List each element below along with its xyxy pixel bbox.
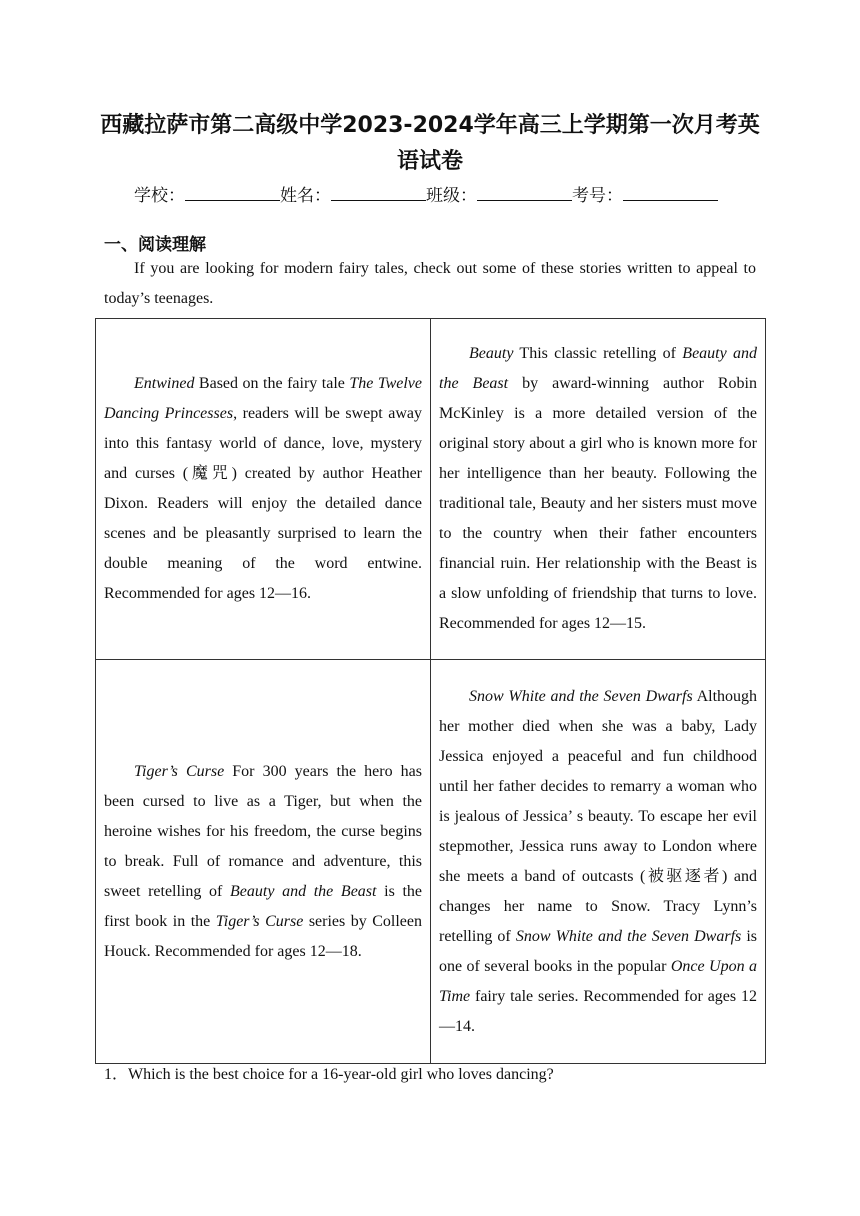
story-body-text: , readers will be swept away into this fantasy world of dance, love, mystery and curses (魔咒) created by author Heather Dixon. Readers will enjoy the detailed dance scenes and be pleasantly surprised to learn the double meaning of the word entwine. Recommended for ages 12—16. xyxy=(104,405,423,602)
school-label: 学校： xyxy=(134,186,185,206)
section-heading: 一、阅读理解 xyxy=(104,235,206,255)
story-title: Beauty xyxy=(469,345,514,362)
italic-title-ref: Beauty and the Beast xyxy=(230,882,377,900)
exam-number-blank[interactable] xyxy=(623,185,718,201)
name-blank[interactable] xyxy=(331,185,426,201)
exam-number-label: 考号： xyxy=(572,186,623,206)
class-label: 班级： xyxy=(426,186,477,206)
story-body-text: series by Colleen Houck. Recommended for ages 12—18. xyxy=(104,912,422,960)
stories-table xyxy=(95,318,766,1064)
story-cell xyxy=(96,660,431,1064)
story-body-text: is the first book in the xyxy=(104,882,422,930)
story-title: Entwined xyxy=(134,375,195,392)
question-1: 1．Which is the best choice for a 16-year-old girl who loves dancing? xyxy=(104,1066,554,1083)
italic-title-ref: The Twelve Dancing Princesses xyxy=(104,375,422,422)
student-info-line xyxy=(134,181,718,206)
school-blank[interactable] xyxy=(185,185,280,201)
story-text xyxy=(439,339,757,639)
story-body-text: For 300 years the hero has been cursed to live as a Tiger, but when the heroine wishes for his freedom, the curse begins to break. Full of romance and adventure, this sweet retelling of xyxy=(104,762,422,900)
story-body-text: Based on the fairy tale xyxy=(194,375,350,392)
table-row xyxy=(96,660,766,1064)
table-row xyxy=(96,319,766,660)
story-title: Snow White and the Seven Dwarfs xyxy=(469,687,693,705)
story-cell xyxy=(431,660,766,1064)
italic-title-ref: Tiger’s Curse xyxy=(215,912,304,930)
story-text xyxy=(439,682,757,1042)
italic-title-ref: Snow White and the Seven Dwarfs xyxy=(515,927,742,945)
intro-paragraph: If you are looking for modern fairy tales, check out some of these stories written to appeal to today’s teenages. xyxy=(104,260,756,307)
class-blank[interactable] xyxy=(477,185,572,201)
story-body-text: by award-winning author Robin McKinley is a more detailed version of the original story about a girl who is known more for her intelligence than her beauty. Following the traditional tale, Beauty and her sisters must move to the country when their father encounters financial ruin. Her relationship with the Beast is a slow unfolding of friendship that turns to love. Recommended for ages 12—15. xyxy=(439,375,757,632)
story-body-text: is one of several books in the popular xyxy=(439,927,758,975)
page-title: 西藏拉萨市第二高级中学2023-2024学年高三上学期第一次月考英语试卷 xyxy=(100,113,760,174)
italic-title-ref: Beauty and the Beast xyxy=(439,345,758,392)
story-cell xyxy=(431,319,766,660)
story-body-text: This classic retelling of xyxy=(513,345,683,362)
story-body-text: Although her mother died when she was a baby, Lady Jessica enjoyed a peaceful and fun childhood until her father decides to remarry a woman who is jealous of Jessica’ s beauty. To escape her evil stepmother, Jessica runs away to London where she meets a band of outcasts (被驱逐者) and changes her name to Snow. Tracy Lynn’s retelling of xyxy=(439,687,758,945)
italic-title-ref: Once Upon a Time xyxy=(439,957,758,1005)
story-body-text: fairy tale series. Recommended for ages 12—14. xyxy=(439,987,757,1035)
story-title: Tiger’s Curse xyxy=(134,762,225,780)
story-text xyxy=(104,369,422,609)
story-text xyxy=(104,757,422,967)
name-label: 姓名： xyxy=(280,186,331,206)
story-cell xyxy=(96,319,431,660)
